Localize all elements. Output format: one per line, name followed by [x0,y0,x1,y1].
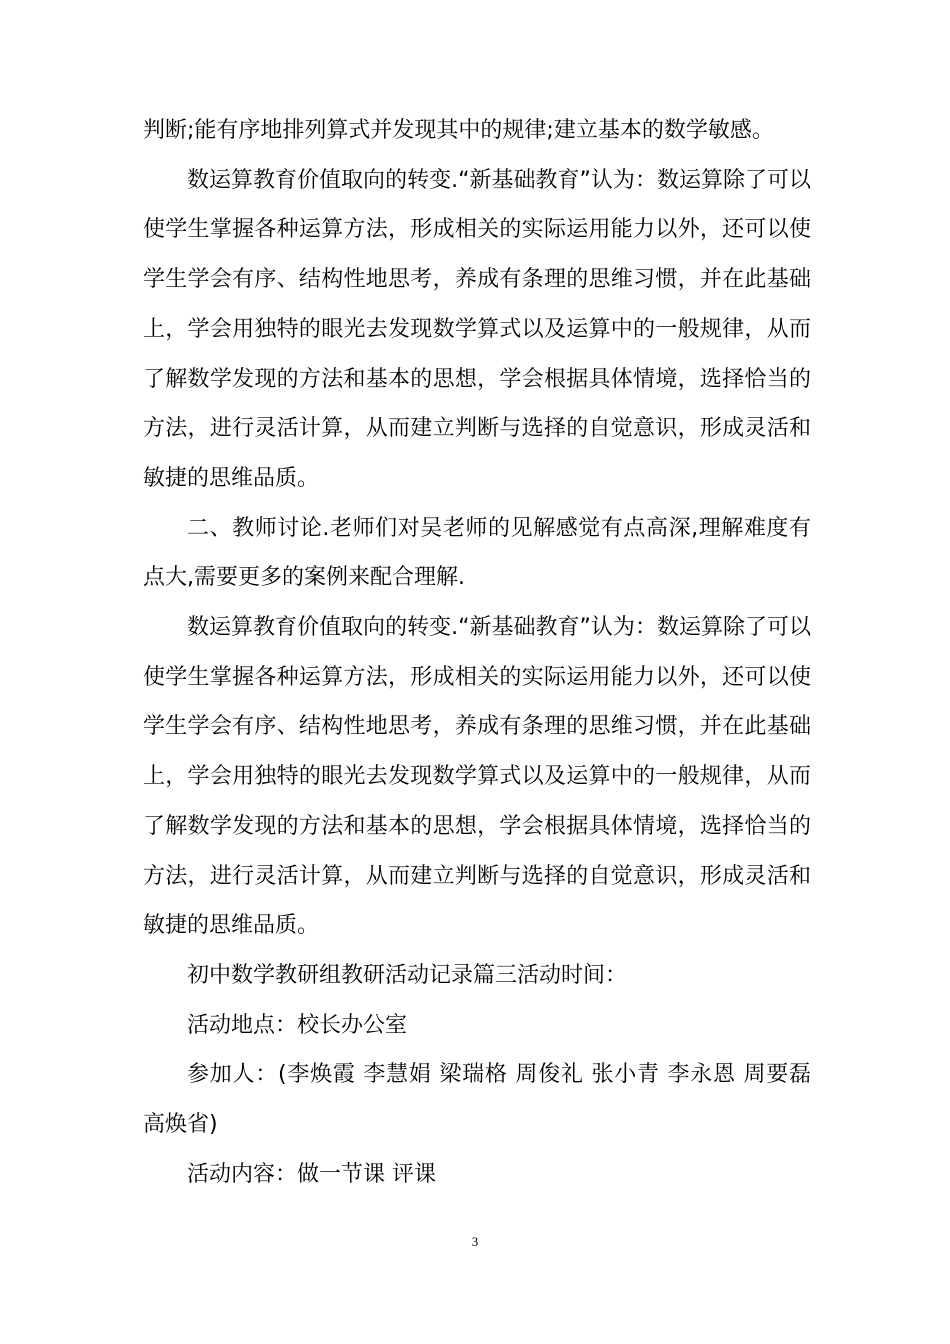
paragraph-activity-location: 活动地点：校长办公室 [187,1012,408,1038]
paragraph-participants: 参加人：(李焕霞 李慧娟 梁瑞格 周俊礼 张小青 李永恩 周要磊 高焕省) [143,1062,811,1138]
paragraph-activity-content: 活动内容：做一节课 评课 [187,1161,436,1187]
paragraph-continuation: 判断;能有序地排列算式并发现其中的规律;建立基本的数学敏感。 [143,118,774,143]
page-number: 3 [471,1234,479,1249]
paragraph-teacher-discussion: 二、教师讨论.老师们对吴老师的见解感觉有点高深,理解难度有点大,需要更多的案例来配合理解. [143,515,811,591]
body-text [143,106,811,1199]
paragraph-activity-time: 初中数学教研组教研活动记录篇三活动时间： [187,962,628,988]
paragraph-value-orientation-repeat: 数运算教育价值取向的转变.“新基础教育”认为：数运算除了可以使学生掌握各种运算方法，形成相关的实际运用能力以外，还可以使学生学会有序、结构性地思考，养成有条理的思维习惯，并在此基础上，学会用独特的眼光去发现数学算式以及运算中的一般规律，从而了解数学发现的方法和基本的思想，学会根据具体情境，选择恰当的方法，进行灵活计算，从而建立判断与选择的自觉意识，形成灵活和敏捷的思维品质。 [143,615,811,939]
paragraph-value-orientation: 数运算教育价值取向的转变.“新基础教育”认为：数运算除了可以使学生掌握各种运算方法，形成相关的实际运用能力以外，还可以使学生学会有序、结构性地思考，养成有条理的思维习惯，并在此基础上，学会用独特的眼光去发现数学算式以及运算中的一般规律，从而了解数学发现的方法和基本的思想，学会根据具体情境，选择恰当的方法，进行灵活计算，从而建立判断与选择的自觉意识，形成灵活和敏捷的思维品质。 [143,167,811,491]
